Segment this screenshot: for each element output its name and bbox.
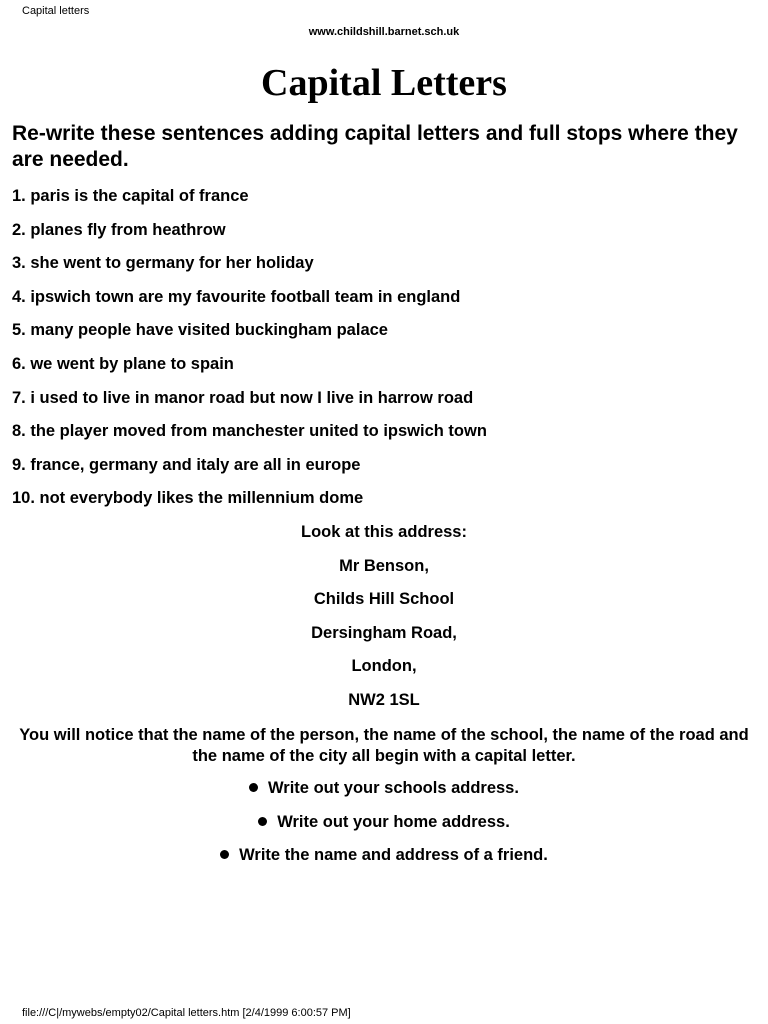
address-block [0,522,768,724]
sentence-item: 3. she went to germany for her holiday [12,254,314,273]
task-item [0,845,768,879]
sentence-item: 4. ipswich town are my favourite football team in england [12,287,461,306]
sentence-item: 6. we went by plane to spain [12,354,234,373]
address-line: Mr Benson, [339,556,429,575]
sentence-item: 7. i used to live in manor road but now I live in harrow road [12,388,474,407]
address-line: Dersingham Road, [311,623,457,642]
sentence-item: 1. paris is the capital of france [12,187,249,205]
task-label: Write out your schools address. [268,779,519,797]
address-line: Childs Hill School [313,590,455,609]
sentence-item: 8. the player moved from manchester united to ipswich town [12,422,487,441]
bullet-icon [258,817,267,826]
sentence-item: 5. many people have visited buckingham palace [12,321,388,340]
task-item [0,812,768,846]
print-header-url: www.childshill.barnet.sch.uk [308,26,460,38]
sentence-item: 9. france, germany and italy are all in europe [12,455,361,474]
page-title: Capital Letters [261,62,507,104]
sentence-list [12,186,487,522]
print-header-title: Capital letters [22,5,90,17]
print-footer: file:///C|/mywebs/empty02/Capital letters.htm [2/4/1999 6:00:57 PM] [22,1007,351,1019]
task-item [0,778,768,812]
notice-text: You will notice that the name of the person, the name of the school, the name of the road and the name of the city all begin with a capital letter. [19,726,749,765]
address-intro: Look at this address: [301,523,467,541]
task-label: Write out your home address. [277,812,510,831]
address-line: NW2 1SL [348,690,420,709]
sentence-item: 10. not everybody likes the millennium dome [12,489,364,508]
instruction-text: Re-write these sentences adding capital letters and full stops where they are needed. [12,122,738,171]
task-list [0,778,768,879]
bullet-icon [220,850,229,859]
bullet-icon [249,783,258,792]
address-line: London, [351,657,417,676]
task-label: Write the name and address of a friend. [239,846,548,865]
sentence-item: 2. planes fly from heathrow [12,220,226,239]
